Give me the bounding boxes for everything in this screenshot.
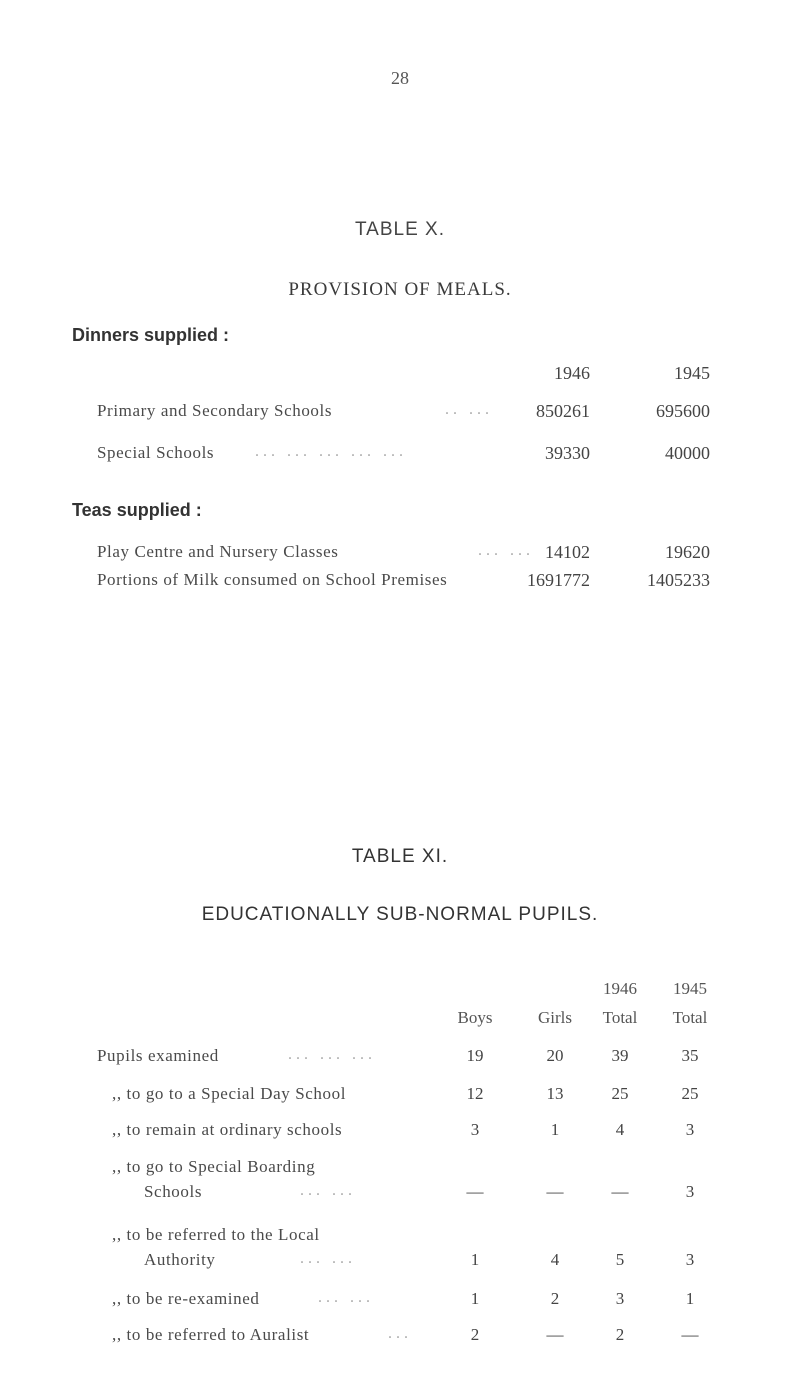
col-1945-header: 1945 <box>674 363 710 383</box>
girls-cell: — <box>546 1325 564 1344</box>
total-1946-cell: 39 <box>611 1046 629 1065</box>
teas-row-label: Play Centre and Nursery Classes <box>97 542 339 561</box>
leader-dots: ... <box>388 1325 412 1342</box>
boys-cell: 19 <box>466 1046 484 1065</box>
esn-row-label-continuation: Schools <box>144 1182 203 1201</box>
leader-dots: .. ... <box>445 401 493 418</box>
dinners-row-value-1945: 40000 <box>665 443 710 463</box>
leader-dots: ... ... <box>300 1250 356 1267</box>
dinners-row-value-1946: 850261 <box>536 401 590 421</box>
total-1945-cell: 3 <box>685 1182 695 1201</box>
total-1945-cell: 3 <box>685 1250 695 1269</box>
leader-dots: ... ... <box>300 1182 356 1199</box>
teas-row-value-1946: 14102 <box>545 542 590 562</box>
dinners-row-label: Special Schools <box>97 443 215 462</box>
girls-cell: 20 <box>546 1046 564 1065</box>
teas-row-value-1945: 1405233 <box>647 570 710 590</box>
dinners-row-value-1946: 39330 <box>545 443 590 463</box>
boys-cell: 3 <box>470 1120 480 1139</box>
esn-row-label: Pupils examined <box>97 1046 219 1065</box>
leader-dots: ... ... <box>478 542 534 559</box>
esn-row-label: ,, to be re-examined <box>112 1289 260 1308</box>
dinners-heading: Dinners supplied : <box>72 325 230 345</box>
girls-cell: 4 <box>550 1250 560 1269</box>
esn-row-label-continuation: Authority <box>144 1250 216 1269</box>
total-1945-cell: 35 <box>681 1046 699 1065</box>
total-1946-cell: 25 <box>611 1084 629 1103</box>
dinners-row-label: Primary and Secondary Schools <box>97 401 333 420</box>
total-1946-cell: — <box>611 1182 629 1201</box>
leader-dots: ... ... <box>318 1289 374 1306</box>
girls-cell: 13 <box>546 1084 564 1103</box>
boys-cell: 1 <box>470 1289 480 1308</box>
dinners-row-value-1945: 695600 <box>656 401 710 421</box>
esn-row-label: ,, to go to a Special Day School <box>112 1084 347 1103</box>
boys-cell: 1 <box>470 1250 480 1269</box>
leader-dots: ... ... ... ... ... <box>255 443 407 460</box>
girls-cell: 1 <box>550 1120 560 1139</box>
total-1946-header: Total <box>602 1008 638 1027</box>
esn-row-label: ,, to remain at ordinary schools <box>112 1120 343 1139</box>
table-xi-subtitle: EDUCATIONALLY SUB-NORMAL PUPILS. <box>201 904 599 925</box>
year-1945-header: 1945 <box>673 979 707 998</box>
total-1945-cell: — <box>681 1325 699 1344</box>
total-1945-cell: 3 <box>685 1120 695 1139</box>
total-1945-cell: 25 <box>681 1084 699 1103</box>
teas-row-value-1945: 19620 <box>665 542 710 562</box>
teas-heading: Teas supplied : <box>72 500 202 520</box>
table-x-title: TABLE X. <box>354 219 445 240</box>
teas-row-label: Portions of Milk consumed on School Premises <box>97 570 448 589</box>
page-number: 28 <box>391 68 409 88</box>
boys-header: Boys <box>457 1008 493 1027</box>
esn-row-label: ,, to go to Special Boarding <box>112 1157 316 1176</box>
table-xi-title: TABLE XI. <box>351 846 449 867</box>
boys-cell: 2 <box>470 1325 480 1344</box>
esn-row-label: ,, to be referred to the Local <box>112 1225 320 1244</box>
col-1946-header: 1946 <box>554 363 590 383</box>
table-x-subtitle: PROVISION OF MEALS. <box>288 279 512 300</box>
girls-cell: — <box>546 1182 564 1201</box>
girls-header: Girls <box>538 1008 572 1027</box>
total-1945-cell: 1 <box>685 1289 695 1308</box>
esn-row-label: ,, to be referred to Auralist <box>112 1325 310 1344</box>
teas-row-value-1946: 1691772 <box>527 570 590 590</box>
leader-dots: ... ... ... <box>288 1046 376 1063</box>
total-1945-header: Total <box>672 1008 708 1027</box>
total-1946-cell: 4 <box>615 1120 625 1139</box>
boys-cell: 12 <box>466 1084 484 1103</box>
total-1946-cell: 2 <box>615 1325 625 1344</box>
year-1946-header: 1946 <box>603 979 637 998</box>
total-1946-cell: 5 <box>615 1250 625 1269</box>
boys-cell: — <box>466 1182 484 1201</box>
total-1946-cell: 3 <box>615 1289 625 1308</box>
girls-cell: 2 <box>550 1289 560 1308</box>
